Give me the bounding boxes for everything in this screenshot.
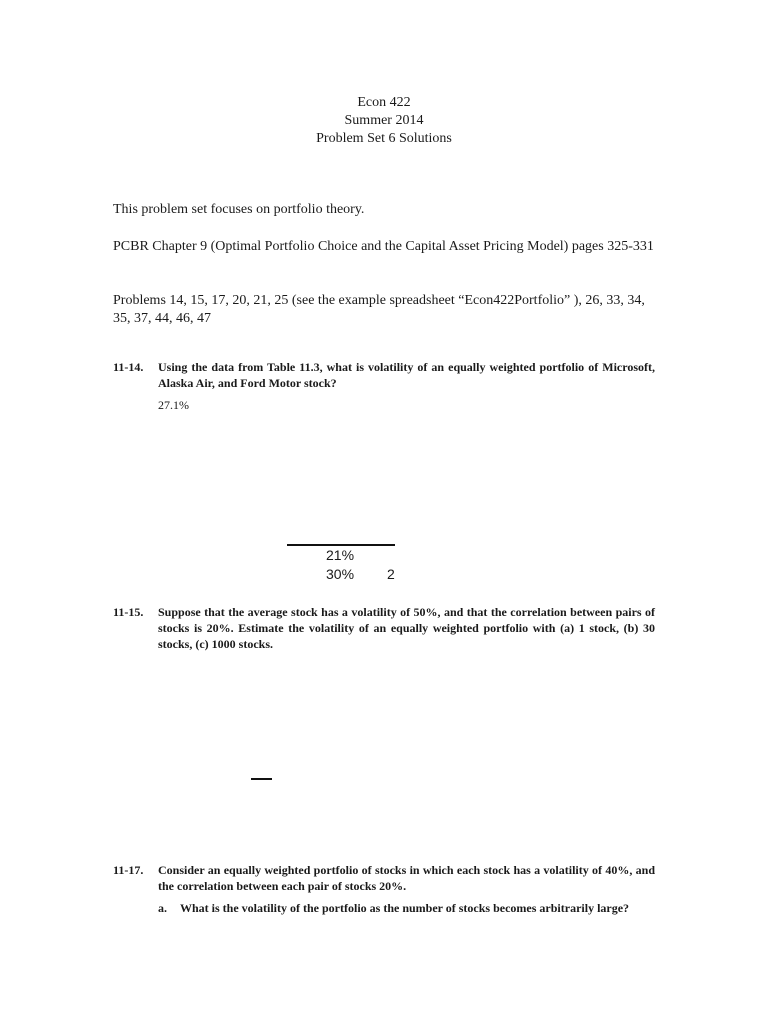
problem-question: Suppose that the average stock has a volatility of 50%, and that the correlation between pairs of stocks is 20%. Estimate the volatility of an equally weighted portfolio with (a) 1 stock, (b) 30 stocks, (c) 1000 stocks.	[158, 605, 655, 651]
formula-fragment-2: 2	[387, 566, 395, 582]
problem-answer: 27.1%	[158, 398, 189, 412]
intro-problems: Problems 14, 15, 17, 20, 21, 25 (see the example spreadsheet “Econ422Portfolio” ), 26, 33, 34, 35, 37, 44, 46, 47	[113, 293, 645, 326]
problem-question: Consider an equally weighted portfolio of stocks in which each stock has a volatility of 40%, and the correlation between each pair of stocks 20%.	[158, 863, 655, 893]
formula-fragment-30: 30%	[326, 566, 355, 582]
term-label: Summer 2014	[344, 113, 424, 128]
page-title: Problem Set 6 Solutions	[316, 131, 452, 146]
subpart-letter: a.	[158, 901, 167, 915]
formula-fragment-21: 21%	[326, 547, 355, 563]
problem-question: Using the data from Table 11.3, what is volatility of an equally weighted portfolio of Microsoft, Alaska Air, and Ford Motor stock?	[158, 360, 655, 390]
intro-reading: PCBR Chapter 9 (Optimal Portfolio Choice and the Capital Asset Pricing Model) pages 325-331	[113, 239, 654, 254]
intro-focus: This problem set focuses on portfolio theory.	[113, 202, 365, 217]
fraction-bar	[251, 778, 272, 780]
subpart-question: What is the volatility of the portfolio as the number of stocks becomes arbitrarily large?	[180, 901, 630, 915]
problem-number: 11-14.	[113, 360, 144, 374]
course-title: Econ 422	[357, 95, 411, 110]
problem-number: 11-15.	[113, 605, 144, 619]
problem-number: 11-17.	[113, 863, 144, 877]
